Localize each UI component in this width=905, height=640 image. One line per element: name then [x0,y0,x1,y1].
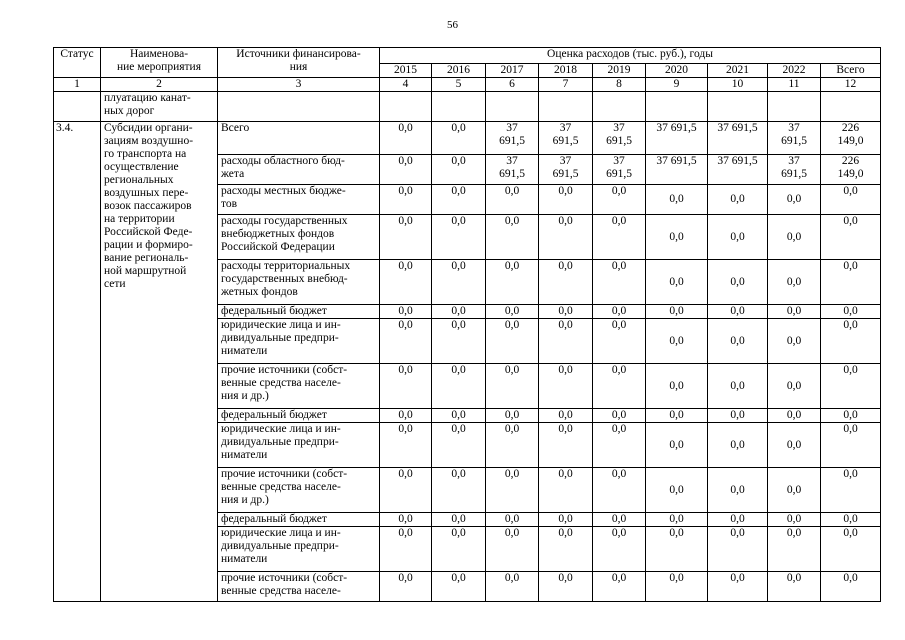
value-cell: 37 691,5 [539,155,593,185]
source-label: прочие источники (собст- венные средства населе- ния и др.) [218,468,380,513]
source-label: федеральный бюджет [218,513,380,527]
value-cell: 0,0 [486,572,539,602]
value-cell: 0,0 [432,513,486,527]
source-label: Всего [218,122,380,155]
source-label: расходы местных бюдже- тов [218,185,380,215]
header-year: 2016 [432,64,486,78]
cell-empty [218,92,380,122]
value-cell: 0,0 [768,468,821,513]
value-cell: 37 691,5 [708,122,768,155]
col-number: 10 [708,78,768,92]
col-number: 1 [54,78,101,92]
value-cell: 0,0 [486,215,539,260]
value-cell: 0,0 [432,185,486,215]
header-total: Всего [821,64,881,78]
block-name: Субсидии органи- зациям воздушно- го транспорта на осуществление региональных воздушных пере- возок пассажиров на территории Российской Феде- рации и формиро- вание региональ- ной маршрутной сети [101,122,218,602]
value-cell: 0,0 [593,572,646,602]
value-cell: 0,0 [380,423,432,468]
value-cell: 0,0 [486,319,539,364]
continuation-row [54,92,881,122]
value-cell: 0,0 [593,185,646,215]
value-cell: 0,0 [486,513,539,527]
value-cell: 0,0 [432,423,486,468]
source-row [54,122,881,155]
value-cell: 0,0 [708,513,768,527]
value-cell: 0,0 [539,409,593,423]
header-year: 2019 [593,64,646,78]
value-cell: 0,0 [432,305,486,319]
value-cell: 0,0 [646,260,708,305]
value-cell: 0,0 [646,423,708,468]
value-cell: 0,0 [646,572,708,602]
value-cell: 0,0 [539,513,593,527]
col-number: 3 [218,78,380,92]
value-cell: 0,0 [646,513,708,527]
value-cell: 0,0 [486,185,539,215]
continuation-name: плуатацию канат- ных дорог [101,92,218,122]
total-cell: 0,0 [821,305,881,319]
value-cell: 0,0 [593,319,646,364]
value-cell: 0,0 [708,423,768,468]
source-label: федеральный бюджет [218,409,380,423]
value-cell: 0,0 [432,122,486,155]
value-cell: 0,0 [486,260,539,305]
cell-empty [646,92,708,122]
value-cell: 0,0 [708,468,768,513]
value-cell: 0,0 [593,305,646,319]
value-cell: 0,0 [486,409,539,423]
value-cell: 0,0 [539,364,593,409]
value-cell: 0,0 [486,527,539,572]
value-cell: 0,0 [432,468,486,513]
cell-empty [486,92,539,122]
value-cell: 0,0 [646,364,708,409]
value-cell: 0,0 [768,409,821,423]
value-cell: 0,0 [708,319,768,364]
value-cell: 0,0 [593,423,646,468]
value-cell: 0,0 [380,305,432,319]
value-cell: 0,0 [593,527,646,572]
value-cell: 0,0 [768,572,821,602]
total-cell: 0,0 [821,423,881,468]
total-cell: 0,0 [821,513,881,527]
value-cell: 0,0 [380,155,432,185]
col-number: 2 [101,78,218,92]
value-cell: 0,0 [593,513,646,527]
value-cell: 0,0 [708,305,768,319]
value-cell: 37 691,5 [646,155,708,185]
total-cell: 0,0 [821,409,881,423]
value-cell: 0,0 [432,572,486,602]
value-cell: 0,0 [380,527,432,572]
value-cell: 0,0 [593,260,646,305]
header-year: 2018 [539,64,593,78]
value-cell: 0,0 [380,468,432,513]
total-cell: 0,0 [821,527,881,572]
value-cell: 0,0 [432,409,486,423]
cell-empty [54,92,101,122]
value-cell: 37 691,5 [539,122,593,155]
value-cell: 0,0 [646,305,708,319]
value-cell: 0,0 [768,305,821,319]
value-cell: 0,0 [768,260,821,305]
value-cell: 0,0 [768,527,821,572]
value-cell: 0,0 [539,468,593,513]
value-cell: 0,0 [380,185,432,215]
cell-empty [539,92,593,122]
value-cell: 0,0 [768,319,821,364]
header-sources: Источники финансирова- ния [218,48,380,78]
value-cell: 0,0 [380,364,432,409]
source-label: прочие источники (собст- венные средства населе- ния и др.) [218,364,380,409]
source-label: расходы областного бюд- жета [218,155,380,185]
col-number: 4 [380,78,432,92]
value-cell: 37 691,5 [593,155,646,185]
value-cell: 0,0 [380,572,432,602]
col-number: 12 [821,78,881,92]
col-number: 8 [593,78,646,92]
col-number: 11 [768,78,821,92]
source-label: федеральный бюджет [218,305,380,319]
value-cell: 0,0 [380,409,432,423]
source-label: юридические лица и ин- дивидуальные предпри- ниматели [218,423,380,468]
value-cell: 0,0 [539,319,593,364]
value-cell: 0,0 [593,409,646,423]
value-cell: 0,0 [539,572,593,602]
value-cell: 0,0 [708,572,768,602]
value-cell: 37 691,5 [768,155,821,185]
value-cell: 0,0 [708,527,768,572]
col-number: 7 [539,78,593,92]
header-year: 2021 [708,64,768,78]
value-cell: 0,0 [646,319,708,364]
value-cell: 0,0 [539,305,593,319]
header-year: 2022 [768,64,821,78]
value-cell: 0,0 [539,260,593,305]
total-cell: 0,0 [821,185,881,215]
value-cell: 0,0 [380,215,432,260]
value-cell: 0,0 [539,185,593,215]
value-cell: 0,0 [646,409,708,423]
cell-empty [593,92,646,122]
value-cell: 0,0 [768,215,821,260]
header-name: Наименова- ние мероприятия [101,48,218,78]
value-cell: 0,0 [646,185,708,215]
expense-table [53,47,881,602]
value-cell: 0,0 [380,122,432,155]
value-cell: 0,0 [380,260,432,305]
source-label: юридические лица и ин- дивидуальные предпри- ниматели [218,527,380,572]
value-cell: 0,0 [432,527,486,572]
header-year: 2020 [646,64,708,78]
value-cell: 37 691,5 [593,122,646,155]
value-cell: 0,0 [708,185,768,215]
value-cell: 0,0 [486,305,539,319]
value-cell: 0,0 [432,260,486,305]
value-cell: 0,0 [708,364,768,409]
cell-empty [432,92,486,122]
value-cell: 0,0 [539,527,593,572]
block-status: 3.4. [54,122,101,602]
source-label: юридические лица и ин- дивидуальные предпри- ниматели [218,319,380,364]
col-number: 6 [486,78,539,92]
cell-empty [821,92,881,122]
value-cell: 0,0 [708,215,768,260]
value-cell: 0,0 [539,215,593,260]
value-cell: 0,0 [380,513,432,527]
value-cell: 0,0 [380,319,432,364]
value-cell: 0,0 [432,215,486,260]
header-year: 2017 [486,64,539,78]
value-cell: 0,0 [708,260,768,305]
value-cell: 0,0 [708,409,768,423]
cell-empty [380,92,432,122]
value-cell: 0,0 [768,185,821,215]
source-label: расходы территориальных государственных внебюд- жетных фондов [218,260,380,305]
value-cell: 0,0 [646,215,708,260]
value-cell: 37 691,5 [486,155,539,185]
value-cell: 0,0 [593,215,646,260]
header-status: Статус [54,48,101,78]
value-cell: 37 691,5 [768,122,821,155]
header-year: 2015 [380,64,432,78]
col-number: 9 [646,78,708,92]
value-cell: 37 691,5 [646,122,708,155]
source-label: прочие источники (собст- венные средства населе- [218,572,380,602]
value-cell: 0,0 [432,364,486,409]
page-number: 56 [447,19,458,31]
total-cell: 226 149,0 [821,122,881,155]
total-cell: 0,0 [821,319,881,364]
total-cell: 0,0 [821,572,881,602]
total-cell: 0,0 [821,468,881,513]
value-cell: 0,0 [646,527,708,572]
source-label: расходы государственных внебюджетных фондов Российской Федерации [218,215,380,260]
cell-empty [768,92,821,122]
cell-empty [708,92,768,122]
value-cell: 0,0 [593,468,646,513]
total-cell: 0,0 [821,364,881,409]
value-cell: 0,0 [593,364,646,409]
value-cell: 0,0 [646,468,708,513]
value-cell: 0,0 [539,423,593,468]
value-cell: 0,0 [432,155,486,185]
value-cell: 0,0 [486,364,539,409]
value-cell: 0,0 [768,364,821,409]
total-cell: 0,0 [821,215,881,260]
value-cell: 0,0 [768,423,821,468]
value-cell: 0,0 [486,468,539,513]
value-cell: 0,0 [432,319,486,364]
col-number: 5 [432,78,486,92]
total-cell: 0,0 [821,260,881,305]
value-cell: 0,0 [768,513,821,527]
value-cell: 37 691,5 [486,122,539,155]
value-cell: 37 691,5 [708,155,768,185]
total-cell: 226 149,0 [821,155,881,185]
header-estimate: Оценка расходов (тыс. руб.), годы [380,48,881,64]
value-cell: 0,0 [486,423,539,468]
